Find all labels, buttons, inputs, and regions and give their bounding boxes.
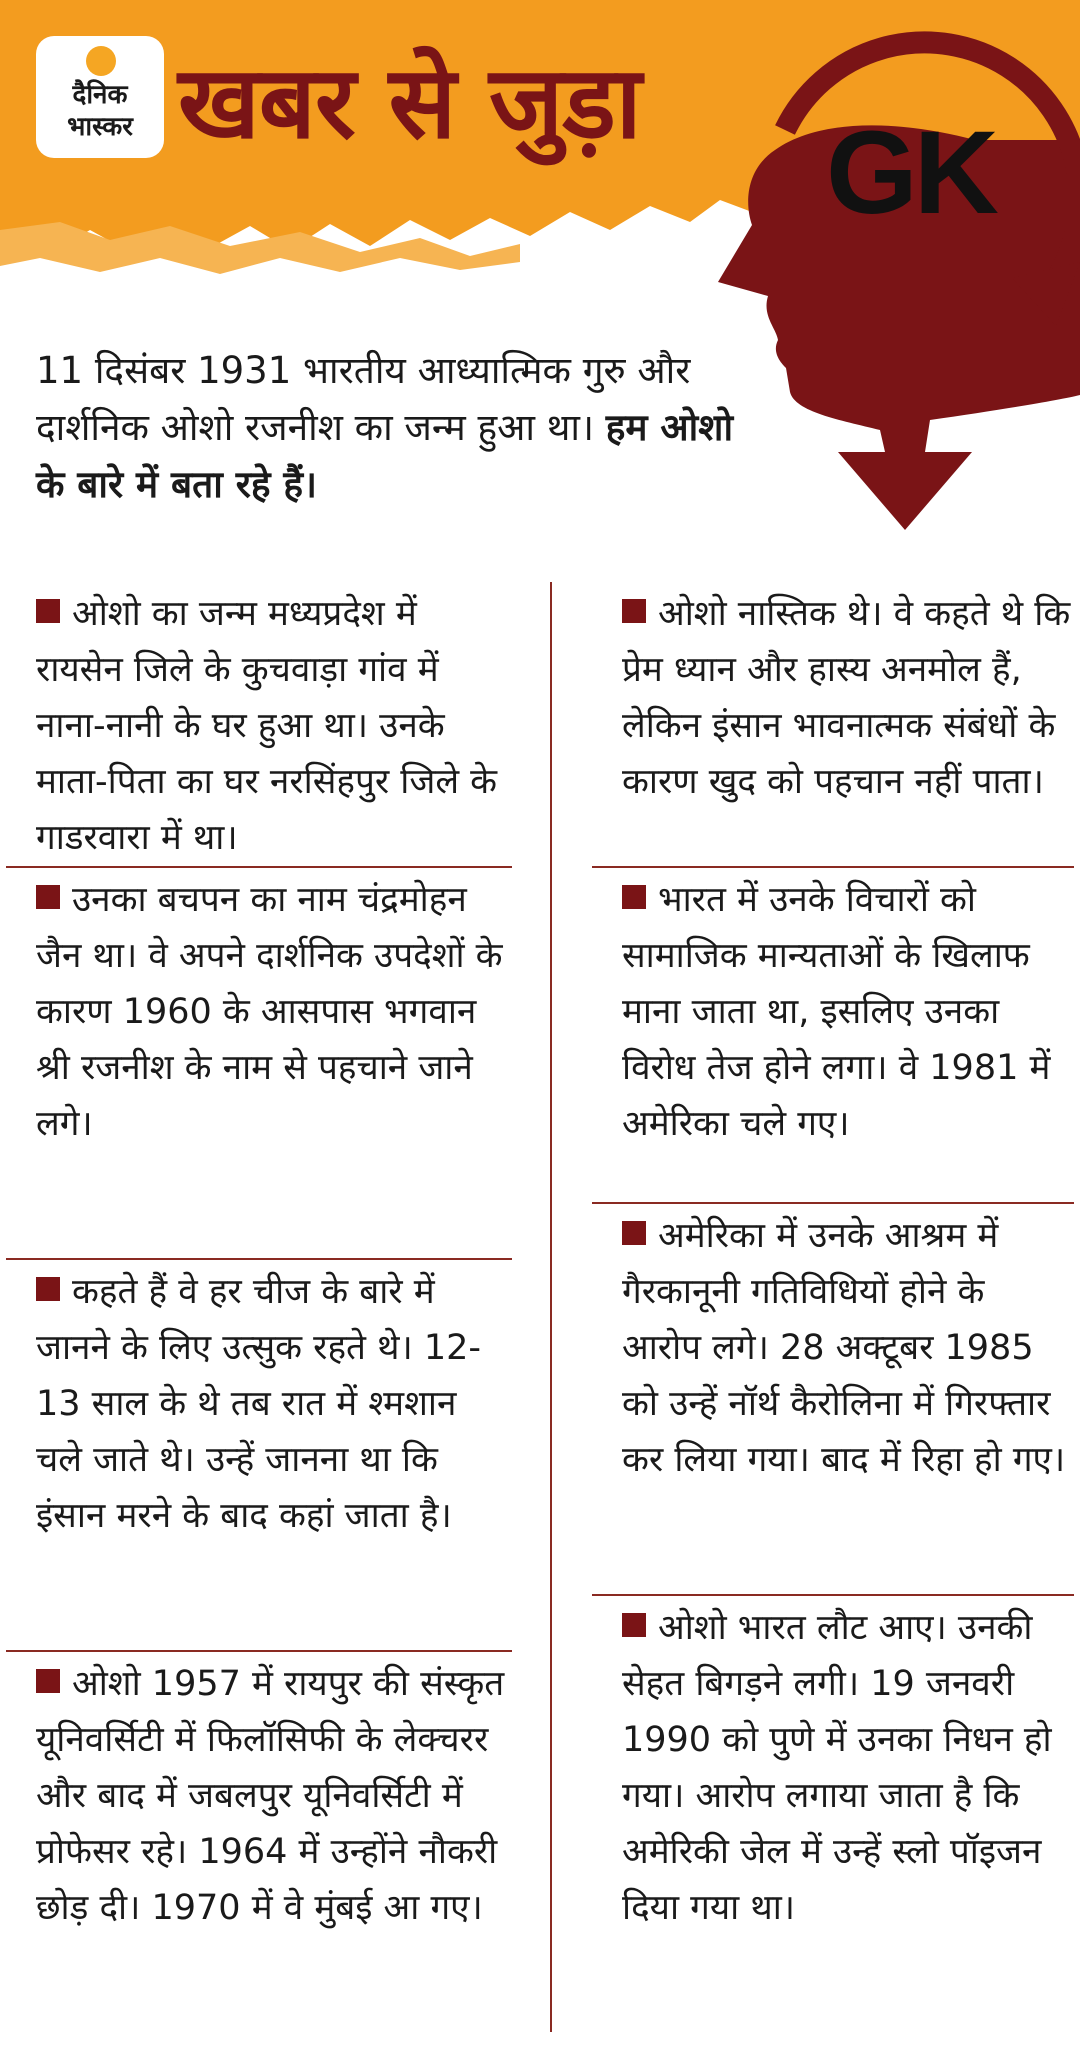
- fact-item: [6, 1260, 512, 1652]
- square-bullet-icon: [36, 1277, 60, 1301]
- fact-text: ओशो 1957 में रायपुर की संस्कृत यूनिवर्सिटी में फिलॉसिफी के लेक्चरर और बाद में जबलपुर यूनिवर्सिटी में प्रोफेसर रहे। 1964 में उन्होंने नौकरी छोड़ दी। 1970 में वे मुंबई आ गए।: [36, 1664, 505, 1928]
- fact-text: अमेरिका में उनके आश्रम में गैरकानूनी गतिविधियों होने के आरोप लगे। 28 अक्टूबर 1985 को उन्हें नॉर्थ कैरोलिना में गिरफ्तार कर लिया गया। बाद में रिहा हो गए।: [622, 1216, 1066, 1480]
- fact-text: भारत में उनके विचारों को सामाजिक मान्यताओं के खिलाफ माना जाता था, इसलिए उनका विरोध तेज होने लगा। वे 1981 में अमेरिका चले गए।: [622, 880, 1051, 1144]
- header-banner: [0, 0, 1080, 300]
- intro-bold-text: हम ओशो के बारे में बता रहे हैं।: [36, 406, 734, 506]
- sun-icon: [86, 46, 116, 76]
- fact-item: [592, 582, 1074, 868]
- gk-badge: GK: [826, 107, 995, 239]
- fact-text: ओशो नास्तिक थे। वे कहते थे कि प्रेम ध्यान और हास्य अनमोल हैं, लेकिन इंसान भावनात्मक संबंधों के कारण खुद को पहचान नहीं पाता।: [622, 594, 1071, 802]
- square-bullet-icon: [622, 1221, 646, 1245]
- fact-text: ओशो भारत लौट आए। उनकी सेहत बिगड़ने लगी। 19 जनवरी 1990 को पुणे में उनका निधन हो गया। आरोप लगाया जाता है कि अमेरिकी जेल में उन्हें स्लो पॉइजन दिया गया था।: [622, 1608, 1052, 1928]
- dainik-bhaskar-logo: [36, 36, 164, 158]
- page-title: खबर से जुड़ा: [178, 44, 641, 161]
- square-bullet-icon: [36, 599, 60, 623]
- intro-text: 11 दिसंबर 1931 भारतीय आध्यात्मिक गुरु और दार्शनिक ओशो रजनीश का जन्म हुआ था।: [36, 349, 691, 449]
- square-bullet-icon: [36, 885, 60, 909]
- fact-text: ओशो का जन्म मध्यप्रदेश में रायसेन जिले के कुचवाड़ा गांव में नाना-नानी के घर हुआ था। उनके माता-पिता का घर नरसिंहपुर जिले के गाडरवारा में था।: [36, 594, 498, 858]
- column-divider: [550, 582, 552, 2032]
- logo-line-2: भास्कर: [67, 112, 133, 142]
- fact-item: [592, 1204, 1074, 1596]
- square-bullet-icon: [622, 1613, 646, 1637]
- right-fact-column: [592, 582, 1074, 2030]
- logo-line-1: दैनिक: [72, 80, 128, 110]
- fact-item: [592, 1596, 1074, 2030]
- fact-item: [592, 868, 1074, 1204]
- square-bullet-icon: [36, 1669, 60, 1693]
- square-bullet-icon: [622, 599, 646, 623]
- fact-item: [6, 582, 512, 868]
- left-fact-column: [6, 582, 512, 2036]
- fact-item: [6, 1652, 512, 2036]
- square-bullet-icon: [622, 885, 646, 909]
- fact-item: [6, 868, 512, 1260]
- intro-paragraph: [36, 342, 756, 513]
- fact-text: उनका बचपन का नाम चंद्रमोहन जैन था। वे अपने दार्शनिक उपदेशों के कारण 1960 के आसपास भगवान श्री रजनीश के नाम से पहचाने जाने लगे।: [36, 880, 503, 1144]
- fact-text: कहते हैं वे हर चीज के बारे में जानने के लिए उत्सुक रहते थे। 12-13 साल के थे तब रात में श्मशान चले जाते थे। उन्हें जानना था कि इंसान मरने के बाद कहां जाता है।: [36, 1272, 482, 1536]
